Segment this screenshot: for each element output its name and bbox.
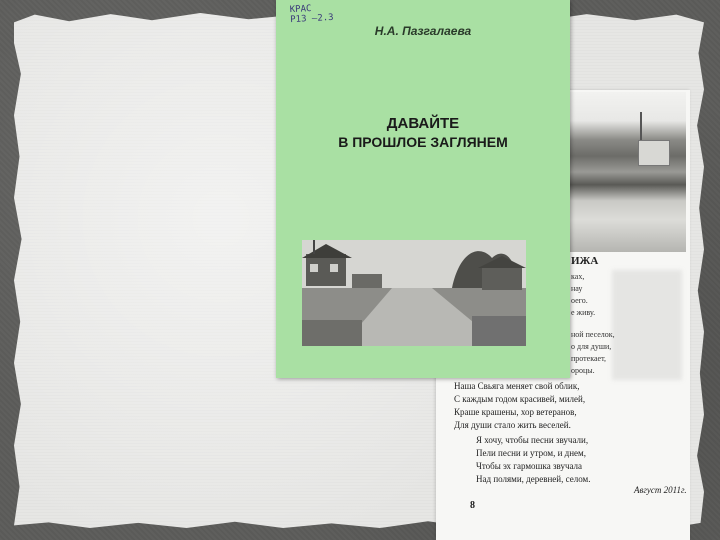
text-fragment: ной песелок, (571, 330, 615, 339)
text-fragment: оего. (571, 296, 588, 305)
poem-line: Для души стало жить веселей. (454, 420, 571, 430)
poem-line: Наша Свьяга меняет свой облик, (454, 381, 580, 391)
village-road-photo (302, 240, 526, 346)
river-photo (570, 92, 686, 252)
poem-line: С каждым годом красивей, милей, (454, 394, 586, 404)
book-title (276, 114, 570, 152)
stamp-line: Р13 —2.3 (290, 12, 334, 26)
text-fragment: нау (571, 284, 583, 293)
text-fragment: протекает, (571, 354, 606, 363)
village-road-illustration (302, 240, 526, 346)
page-smudge (612, 270, 682, 380)
poem-line: Я хочу, чтобы песни звучали, (476, 435, 589, 445)
poem-line: Над полями, деревней, селом. (476, 474, 591, 484)
poem-stanza-1 (454, 380, 585, 432)
library-stamp (290, 3, 334, 25)
poem-line: Пели песни и утром, и днем, (476, 448, 586, 458)
page-number: 8 (470, 500, 475, 511)
book-title-line: В ПРОШЛОЕ ЗАГЛЯНЕМ (338, 134, 508, 150)
text-fragment: ороцы. (571, 366, 595, 375)
poem-date: Август 2011г. (634, 485, 687, 495)
poem-stanza-2 (476, 434, 590, 486)
book-title-line: ДАВАЙТЕ (386, 115, 460, 132)
poem-heading-fragment: ИЖА (571, 255, 599, 267)
poem-line: Чтобы эх гармошка звучала (476, 461, 583, 471)
book-author: Н.А. Пазгалаева (374, 24, 472, 38)
text-fragment: ках, (571, 272, 585, 281)
photo-building (638, 140, 670, 166)
stamp-line: КРАС (289, 4, 312, 16)
text-fragment: о для души, (571, 342, 612, 351)
text-fragment: е живу. (571, 308, 596, 317)
poem-line: Краше крашены, хор ветеранов, (454, 407, 577, 417)
